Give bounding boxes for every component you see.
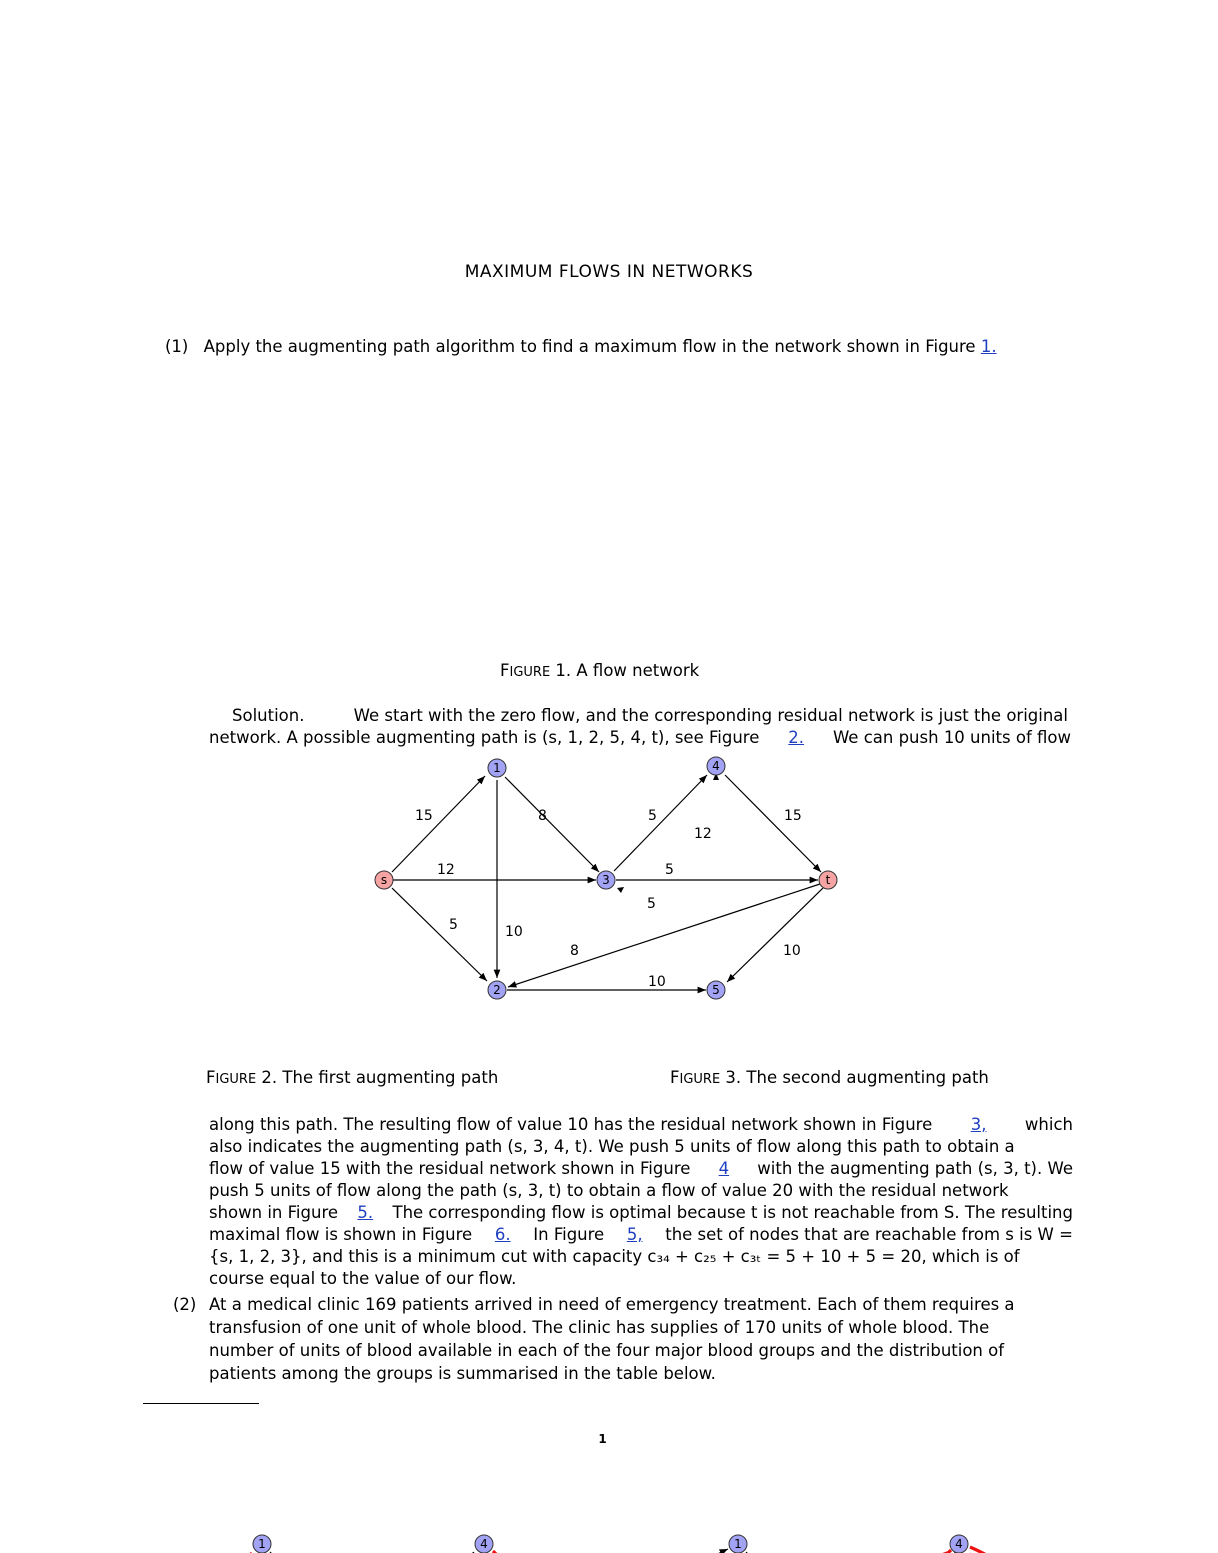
- svg-text:1: 1: [493, 761, 501, 775]
- svg-text:4: 4: [480, 1537, 488, 1551]
- solution-label: Solution.: [232, 706, 305, 725]
- para-line-3: flow of value 15 with the residual network shown in Figure 4 with the augmenting path (s, 3, t). We: [209, 1159, 1073, 1178]
- figure-6-link[interactable]: 6.: [494, 1225, 511, 1244]
- edge-label: 12: [694, 826, 712, 842]
- page-title: MAXIMUM FLOWS IN NETWORKS: [464, 262, 754, 282]
- edge-label: 8: [538, 808, 547, 824]
- page-number: 1: [598, 1432, 607, 1446]
- para-line-8: course equal to the value of our flow.: [209, 1269, 517, 1288]
- para-line-7: {s, 1, 2, 3}, and this is a minimum cut with capacity c₃₄ + c₂₅ + c₃ₜ = 5 + 10 + 5 = 20, which is of: [209, 1247, 1020, 1266]
- edge-label: 15: [415, 808, 433, 824]
- edge-label: 12: [437, 862, 455, 878]
- para-line-6: maximal flow is shown in Figure 6. In Figure 5, the set of nodes that are reachable from s is W =: [209, 1225, 1073, 1244]
- svg-text:1: 1: [734, 1537, 742, 1551]
- para-line-2: also indicates the augmenting path (s, 3, 4, t). We push 5 units of flow along this path to obtain a: [209, 1137, 1015, 1156]
- para-line-5: shown in Figure 5. The corresponding flow is optimal because t is not reachable from S. The resulting: [209, 1203, 1073, 1222]
- para-line-4: push 5 units of flow along the path (s, 3, t) to obtain a flow of value 20 with the residual network: [209, 1181, 1009, 1200]
- figure-4-link[interactable]: 4: [718, 1159, 730, 1178]
- svg-text:1: 1: [258, 1537, 266, 1551]
- edge-label: 5: [647, 896, 656, 912]
- figure-3-link[interactable]: 3,: [970, 1115, 987, 1134]
- edge-label: 5: [449, 917, 458, 933]
- edge-label: 10: [505, 924, 523, 940]
- edge-label: 8: [570, 943, 579, 959]
- problem-1-number: (1): [165, 337, 189, 356]
- svg-text:4: 4: [712, 759, 720, 773]
- svg-text:s: s: [380, 873, 388, 887]
- edge-label: 5: [648, 808, 657, 824]
- svg-text:3: 3: [602, 873, 610, 887]
- problem-2-line-2: transfusion of one unit of whole blood. The clinic has supplies of 170 units of whole blood. The: [209, 1318, 990, 1337]
- svg-text:5: 5: [712, 983, 720, 997]
- figure-3-caption: FIGURE 3. The second augmenting path: [670, 1068, 989, 1087]
- para-line-1: along this path. The resulting flow of value 10 has the residual network shown in Figure 3, which: [209, 1115, 1073, 1134]
- problem-2-number: (2): [173, 1295, 197, 1314]
- footnote-rule: [143, 1403, 259, 1404]
- figure-3: [632, 1547, 1064, 1553]
- edge-label: 15: [784, 808, 802, 824]
- svg-text:2: 2: [493, 983, 501, 997]
- figure-2-link[interactable]: 2.: [788, 728, 805, 747]
- svg-text:4: 4: [955, 1537, 963, 1551]
- svg-text:t: t: [825, 873, 831, 887]
- edge-label: 10: [648, 974, 666, 990]
- figure-2-caption: FIGURE 2. The first augmenting path: [206, 1068, 499, 1087]
- solution-line-2: network. A possible augmenting path is (s, 1, 2, 5, 4, t), see Figure 2. We can push 10 units of flow: [209, 728, 1071, 747]
- problem-1: [165, 337, 997, 356]
- problem-2-line-4: patients among the groups is summarised in the table below.: [209, 1364, 716, 1383]
- figure-1-caption: FIGURE 1. A flow network: [500, 661, 700, 680]
- figure-5-link[interactable]: 5.: [357, 1203, 374, 1222]
- figure-1-link[interactable]: 1.: [980, 337, 997, 356]
- edge-label: 10: [783, 943, 801, 959]
- figure-5-link-2[interactable]: 5,: [626, 1225, 643, 1244]
- edge-label: 5: [665, 862, 674, 878]
- solution-line-1: Solution. We start with the zero flow, and the corresponding residual network is just the original: [232, 706, 1068, 725]
- problem-1-text: Apply the augmenting path algorithm to find a maximum flow in the network shown in Figure: [203, 337, 976, 356]
- problem-2-line-3: number of units of blood available in each of the four major blood groups and the distribution of: [209, 1341, 1005, 1360]
- problem-2-line-1: At a medical clinic 169 patients arrived in need of emergency treatment. Each of them requires a: [209, 1295, 1015, 1314]
